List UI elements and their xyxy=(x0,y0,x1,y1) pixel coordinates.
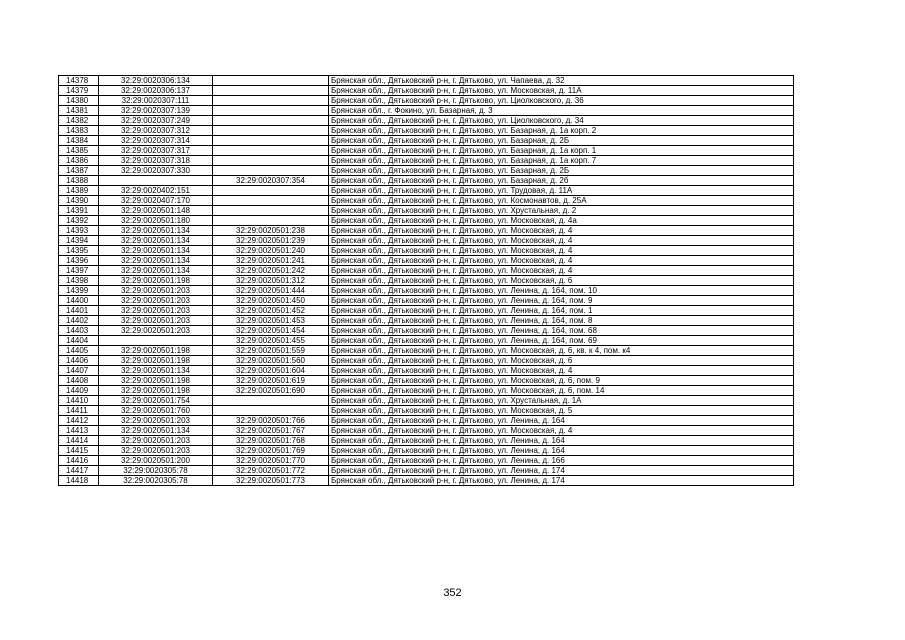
object-number-cell xyxy=(213,116,329,126)
address-cell: Брянская обл., Дятьковский р-н, г. Дятьково, ул. Ленина, д. 174 xyxy=(329,466,794,476)
table-row xyxy=(59,306,794,316)
object-number-cell: 32:29:0020501:559 xyxy=(213,346,329,356)
object-number-cell: 32:29:0020501:690 xyxy=(213,386,329,396)
object-number-cell xyxy=(213,396,329,406)
row-number-cell: 14407 xyxy=(59,366,99,376)
table-row xyxy=(59,326,794,336)
object-number-cell: 32:29:0020307:354 xyxy=(213,176,329,186)
row-number-cell: 14398 xyxy=(59,276,99,286)
row-number-cell: 14378 xyxy=(59,76,99,86)
address-cell: Брянская обл., Дятьковский р-н, г. Дятьково, ул. Московская, д. 5 xyxy=(329,406,794,416)
table-row xyxy=(59,136,794,146)
object-number-cell: 32:29:0020501:450 xyxy=(213,296,329,306)
object-number-cell xyxy=(213,106,329,116)
table-row xyxy=(59,356,794,366)
address-cell: Брянская обл., Дятьковский р-н, г. Дятьково, ул. Московская, д. 4 xyxy=(329,256,794,266)
row-number-cell: 14401 xyxy=(59,306,99,316)
row-number-cell: 14410 xyxy=(59,396,99,406)
table-row xyxy=(59,146,794,156)
address-cell: Брянская обл., Дятьковский р-н, г. Дятьково, ул. Московская, д. 4 xyxy=(329,266,794,276)
table-row xyxy=(59,256,794,266)
row-number-cell: 14405 xyxy=(59,346,99,356)
address-cell: Брянская обл., Дятьковский р-н, г. Дятьково, ул. Ленина, д. 166 xyxy=(329,456,794,466)
table-row xyxy=(59,286,794,296)
table-row xyxy=(59,316,794,326)
object-number-cell xyxy=(213,156,329,166)
table-row xyxy=(59,296,794,306)
parcel-number-cell: 32:29:0020501:198 xyxy=(99,346,213,356)
parcel-number-cell: 32:29:0020305:78 xyxy=(99,476,213,486)
object-number-cell xyxy=(213,196,329,206)
table-row xyxy=(59,76,794,86)
parcel-number-cell: 32:29:0020407:170 xyxy=(99,196,213,206)
row-number-cell: 14386 xyxy=(59,156,99,166)
row-number-cell: 14399 xyxy=(59,286,99,296)
object-number-cell: 32:29:0020501:240 xyxy=(213,246,329,256)
parcel-number-cell: 32:29:0020501:203 xyxy=(99,286,213,296)
table-row xyxy=(59,376,794,386)
row-number-cell: 14396 xyxy=(59,256,99,266)
parcel-number-cell: 32:29:0020501:203 xyxy=(99,326,213,336)
table-row xyxy=(59,236,794,246)
address-cell: Брянская обл., Дятьковский р-н, г. Дятьково, ул. Циолковского, д. 34 xyxy=(329,116,794,126)
object-number-cell: 32:29:0020501:768 xyxy=(213,436,329,446)
row-number-cell: 14380 xyxy=(59,96,99,106)
object-number-cell xyxy=(213,406,329,416)
address-cell: Брянская обл., Дятьковский р-н, г. Дятьково, ул. Ленина, д. 164 xyxy=(329,436,794,446)
address-cell: Брянская обл., Дятьковский р-н, г. Дятьково, ул. Ленина, д. 164, пом. 10 xyxy=(329,286,794,296)
row-number-cell: 14393 xyxy=(59,226,99,236)
address-cell: Брянская обл., Дятьковский р-н, г. Дятьково, ул. Московская, д. 6, кв. к 4, пом. к4 xyxy=(329,346,794,356)
row-number-cell: 14385 xyxy=(59,146,99,156)
address-cell: Брянская обл., Дятьковский р-н, г. Дятьково, ул. Базарная, д. 2Б xyxy=(329,166,794,176)
table-row xyxy=(59,246,794,256)
row-number-cell: 14416 xyxy=(59,456,99,466)
object-number-cell: 32:29:0020501:455 xyxy=(213,336,329,346)
row-number-cell: 14384 xyxy=(59,136,99,146)
row-number-cell: 14382 xyxy=(59,116,99,126)
parcel-number-cell: 32:29:0020501:134 xyxy=(99,366,213,376)
address-cell: Брянская обл., Дятьковский р-н, г. Дятьково, ул. Ленина, д. 164 xyxy=(329,446,794,456)
table-row xyxy=(59,226,794,236)
table-row xyxy=(59,406,794,416)
page-number: 352 xyxy=(443,587,462,599)
table-row xyxy=(59,86,794,96)
parcel-number-cell xyxy=(99,176,213,186)
address-cell: Брянская обл., Дятьковский р-н, г. Дятьково, ул. Ленина, д. 164, пом. 68 xyxy=(329,326,794,336)
row-number-cell: 14381 xyxy=(59,106,99,116)
row-number-cell: 14397 xyxy=(59,266,99,276)
object-number-cell: 32:29:0020501:769 xyxy=(213,446,329,456)
address-cell: Брянская обл., Дятьковский р-н, г. Дятьково, ул. Базарная, д. 1а корп. 2 xyxy=(329,126,794,136)
parcel-number-cell: 32:29:0020307:249 xyxy=(99,116,213,126)
parcel-number-cell: 32:29:0020501:754 xyxy=(99,396,213,406)
registry-table xyxy=(58,75,794,486)
parcel-number-cell: 32:29:0020307:139 xyxy=(99,106,213,116)
row-number-cell: 14417 xyxy=(59,466,99,476)
parcel-number-cell: 32:29:0020501:134 xyxy=(99,266,213,276)
row-number-cell: 14389 xyxy=(59,186,99,196)
address-cell: Брянская обл., Дятьковский р-н, г. Дятьково, ул. Трудовая, д. 11А xyxy=(329,186,794,196)
address-cell: Брянская обл., Дятьковский р-н, г. Дятьково, ул. Московская, д. 4 xyxy=(329,366,794,376)
table-row xyxy=(59,456,794,466)
row-number-cell: 14395 xyxy=(59,246,99,256)
table-row xyxy=(59,156,794,166)
row-number-cell: 14390 xyxy=(59,196,99,206)
address-cell: Брянская обл., Дятьковский р-н, г. Дятьково, ул. Московская, д. 4 xyxy=(329,246,794,256)
parcel-number-cell: 32:29:0020501:760 xyxy=(99,406,213,416)
address-cell: Брянская обл., Дятьковский р-н, г. Дятьково, ул. Космонавтов, д. 25А xyxy=(329,196,794,206)
address-cell: Брянская обл., Дятьковский р-н, г. Дятьково, ул. Московская, д. 4 xyxy=(329,236,794,246)
object-number-cell xyxy=(213,206,329,216)
table-row xyxy=(59,206,794,216)
object-number-cell xyxy=(213,186,329,196)
parcel-number-cell: 32:29:0020307:312 xyxy=(99,126,213,136)
row-number-cell: 14415 xyxy=(59,446,99,456)
address-cell: Брянская обл., Дятьковский р-н, г. Дятьково, ул. Ленина, д. 164, пом. 69 xyxy=(329,336,794,346)
row-number-cell: 14383 xyxy=(59,126,99,136)
row-number-cell: 14408 xyxy=(59,376,99,386)
table-row xyxy=(59,126,794,136)
object-number-cell: 32:29:0020501:766 xyxy=(213,416,329,426)
parcel-number-cell: 32:29:0020307:314 xyxy=(99,136,213,146)
object-number-cell xyxy=(213,96,329,106)
row-number-cell: 14391 xyxy=(59,206,99,216)
address-cell: Брянская обл., Дятьковский р-н, г. Дятьково, ул. Московская, д. 4а xyxy=(329,216,794,226)
address-cell: Брянская обл., Дятьковский р-н, г. Дятьково, ул. Базарная, д. 2Б xyxy=(329,136,794,146)
parcel-number-cell: 32:29:0020501:200 xyxy=(99,456,213,466)
table-row xyxy=(59,196,794,206)
row-number-cell: 14392 xyxy=(59,216,99,226)
table-row xyxy=(59,96,794,106)
object-number-cell: 32:29:0020501:444 xyxy=(213,286,329,296)
address-cell: Брянская обл., Дятьковский р-н, г. Дятьково, ул. Московская, д. 6, пом. 14 xyxy=(329,386,794,396)
row-number-cell: 14412 xyxy=(59,416,99,426)
address-cell: Брянская обл., Дятьковский р-н, г. Дятьково, ул. Ленина, д. 174 xyxy=(329,476,794,486)
row-number-cell: 14400 xyxy=(59,296,99,306)
table-body xyxy=(59,76,794,486)
object-number-cell: 32:29:0020501:312 xyxy=(213,276,329,286)
object-number-cell: 32:29:0020501:238 xyxy=(213,226,329,236)
row-number-cell: 14403 xyxy=(59,326,99,336)
parcel-number-cell: 32:29:0020501:134 xyxy=(99,236,213,246)
object-number-cell: 32:29:0020501:773 xyxy=(213,476,329,486)
parcel-number-cell: 32:29:0020501:203 xyxy=(99,446,213,456)
table-row xyxy=(59,366,794,376)
row-number-cell: 14418 xyxy=(59,476,99,486)
parcel-number-cell: 32:29:0020501:198 xyxy=(99,376,213,386)
table-row xyxy=(59,386,794,396)
row-number-cell: 14394 xyxy=(59,236,99,246)
address-cell: Брянская обл., Дятьковский р-н, г. Дятьково, ул. Хрустальная, д. 2 xyxy=(329,206,794,216)
object-number-cell xyxy=(213,126,329,136)
row-number-cell: 14411 xyxy=(59,406,99,416)
row-number-cell: 14379 xyxy=(59,86,99,96)
parcel-number-cell: 32:29:0020501:198 xyxy=(99,386,213,396)
address-cell: Брянская обл., Дятьковский р-н, г. Дятьково, ул. Ленина, д. 164, пом. 9 xyxy=(329,296,794,306)
object-number-cell xyxy=(213,166,329,176)
parcel-number-cell: 32:29:0020501:203 xyxy=(99,306,213,316)
address-cell: Брянская обл., Дятьковский р-н, г. Дятьково, ул. Ленина, д. 164 xyxy=(329,416,794,426)
table-row xyxy=(59,176,794,186)
table-row xyxy=(59,446,794,456)
parcel-number-cell: 32:29:0020501:134 xyxy=(99,426,213,436)
address-cell: Брянская обл., Дятьковский р-н, г. Дятьково, ул. Ленина, д. 164, пом. 8 xyxy=(329,316,794,326)
address-cell: Брянская обл., Дятьковский р-н, г. Дятьково, ул. Базарная, д. 1а корп. 1 xyxy=(329,146,794,156)
parcel-number-cell: 32:29:0020501:180 xyxy=(99,216,213,226)
object-number-cell: 32:29:0020501:767 xyxy=(213,426,329,436)
object-number-cell: 32:29:0020501:453 xyxy=(213,316,329,326)
object-number-cell: 32:29:0020501:454 xyxy=(213,326,329,336)
table-row xyxy=(59,396,794,406)
address-cell: Брянская обл., Дятьковский р-н, г. Дятьково, ул. Московская, д. 6 xyxy=(329,356,794,366)
table-row xyxy=(59,436,794,446)
parcel-number-cell: 32:29:0020307:330 xyxy=(99,166,213,176)
address-cell: Брянская обл., Дятьковский р-н, г. Дятьково, ул. Базарная, д. 1а корп. 7 xyxy=(329,156,794,166)
object-number-cell: 32:29:0020501:770 xyxy=(213,456,329,466)
table-row xyxy=(59,466,794,476)
row-number-cell: 14413 xyxy=(59,426,99,436)
parcel-number-cell: 32:29:0020501:134 xyxy=(99,246,213,256)
row-number-cell: 14388 xyxy=(59,176,99,186)
address-cell: Брянская обл., Дятьковский р-н, г. Дятьково, ул. Московская, д. 6, пом. 9 xyxy=(329,376,794,386)
address-cell: Брянская обл., Дятьковский р-н, г. Дятьково, ул. Ленина, д. 164, пом. 1 xyxy=(329,306,794,316)
parcel-number-cell: 32:29:0020501:198 xyxy=(99,356,213,366)
parcel-number-cell: 32:29:0020501:148 xyxy=(99,206,213,216)
table-row xyxy=(59,216,794,226)
parcel-number-cell: 32:29:0020501:203 xyxy=(99,316,213,326)
parcel-number-cell: 32:29:0020501:203 xyxy=(99,416,213,426)
object-number-cell xyxy=(213,86,329,96)
row-number-cell: 14414 xyxy=(59,436,99,446)
row-number-cell: 14409 xyxy=(59,386,99,396)
address-cell: Брянская обл., Дятьковский р-н, г. Дятьково, ул. Циолковского, д. 36 xyxy=(329,96,794,106)
parcel-number-cell: 32:29:0020402:151 xyxy=(99,186,213,196)
object-number-cell: 32:29:0020501:619 xyxy=(213,376,329,386)
address-cell: Брянская обл., Дятьковский р-н, г. Дятьково, ул. Московская, д. 4 xyxy=(329,426,794,436)
object-number-cell: 32:29:0020501:772 xyxy=(213,466,329,476)
table-row xyxy=(59,186,794,196)
parcel-number-cell: 32:29:0020307:111 xyxy=(99,96,213,106)
parcel-number-cell: 32:29:0020306:137 xyxy=(99,86,213,96)
parcel-number-cell: 32:29:0020501:203 xyxy=(99,296,213,306)
object-number-cell: 32:29:0020501:242 xyxy=(213,266,329,276)
address-cell: Брянская обл., Дятьковский р-н, г. Дятьково, ул. Московская, д. 11А xyxy=(329,86,794,96)
parcel-number-cell: 32:29:0020501:134 xyxy=(99,226,213,236)
table-row xyxy=(59,476,794,486)
row-number-cell: 14406 xyxy=(59,356,99,366)
table-row xyxy=(59,346,794,356)
object-number-cell xyxy=(213,136,329,146)
address-cell: Брянская обл., Дятьковский р-н, г. Дятьково, ул. Чапаева, д. 32 xyxy=(329,76,794,86)
object-number-cell: 32:29:0020501:239 xyxy=(213,236,329,246)
address-cell: Брянская обл., г. Фокино, ул. Базарная, д. 3 xyxy=(329,106,794,116)
parcel-number-cell: 32:29:0020501:134 xyxy=(99,256,213,266)
table-row xyxy=(59,166,794,176)
parcel-number-cell: 32:29:0020501:198 xyxy=(99,276,213,286)
object-number-cell: 32:29:0020501:560 xyxy=(213,356,329,366)
address-cell: Брянская обл., Дятьковский р-н, г. Дятьково, ул. Базарная, д. 2б xyxy=(329,176,794,186)
address-cell: Брянская обл., Дятьковский р-н, г. Дятьково, ул. Московская, д. 6 xyxy=(329,276,794,286)
parcel-number-cell: 32:29:0020305:78 xyxy=(99,466,213,476)
address-cell: Брянская обл., Дятьковский р-н, г. Дятьково, ул. Хрустальная, д. 1А xyxy=(329,396,794,406)
parcel-number-cell: 32:29:0020306:134 xyxy=(99,76,213,86)
object-number-cell: 32:29:0020501:241 xyxy=(213,256,329,266)
object-number-cell xyxy=(213,216,329,226)
parcel-number-cell: 32:29:0020307:317 xyxy=(99,146,213,156)
parcel-number-cell xyxy=(99,336,213,346)
table-row xyxy=(59,116,794,126)
address-cell: Брянская обл., Дятьковский р-н, г. Дятьково, ул. Московская, д. 4 xyxy=(329,226,794,236)
table-row xyxy=(59,106,794,116)
row-number-cell: 14387 xyxy=(59,166,99,176)
parcel-number-cell: 32:29:0020501:203 xyxy=(99,436,213,446)
object-number-cell: 32:29:0020501:604 xyxy=(213,366,329,376)
table-row xyxy=(59,426,794,436)
row-number-cell: 14402 xyxy=(59,316,99,326)
table-row xyxy=(59,336,794,346)
object-number-cell xyxy=(213,76,329,86)
object-number-cell xyxy=(213,146,329,156)
row-number-cell: 14404 xyxy=(59,336,99,346)
table-row xyxy=(59,416,794,426)
table-row xyxy=(59,276,794,286)
parcel-number-cell: 32:29:0020307:318 xyxy=(99,156,213,166)
object-number-cell: 32:29:0020501:452 xyxy=(213,306,329,316)
table-row xyxy=(59,266,794,276)
